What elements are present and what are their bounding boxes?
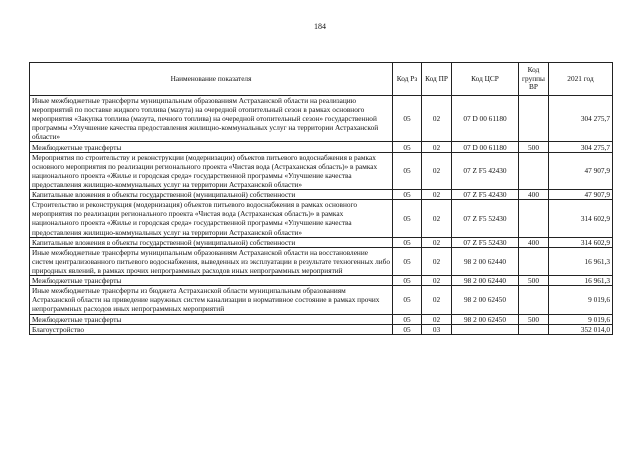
table-header-row bbox=[30, 63, 613, 96]
row-name: Строительство и реконструкция (модернизация) объектов питьевого водоснабжения в рамках основного мероприятия по реализации регионального проекта «Чистая вода (Астраханская область)» в рамках национального проекта «Жилье и городская среда» государственной программы «Улучшение качества предоставления жилищно-коммунальных услуг на территории Астраханской области» bbox=[30, 200, 393, 237]
row-csr: 98 2 00 62450 bbox=[452, 314, 519, 324]
table-row bbox=[30, 237, 613, 247]
row-csr: 98 2 00 62440 bbox=[452, 276, 519, 286]
row-name: Благоустройство bbox=[30, 324, 393, 334]
row-csr bbox=[452, 324, 519, 334]
row-rz: 05 bbox=[393, 247, 422, 275]
row-amount: 314 602,9 bbox=[549, 200, 613, 237]
row-rz: 05 bbox=[393, 314, 422, 324]
row-rz: 05 bbox=[393, 96, 422, 142]
row-name: Иные межбюджетные трансферты муниципальным образованиям Астраханской области на реализацию мероприятий по поставке жидкого топлива (мазута) на очередной отопительный сезон в рамках основного мероприятия «Закупка топлива (мазута, печного топлива) на очередной отопительный сезон» государственной программы «Улучшение качества предоставления жилищно-коммунальных услуг на территории Астраханской области» bbox=[30, 96, 393, 142]
row-name: Иные межбюджетные трансферты из бюджета Астраханской области муниципальным образованиям Астраханской области на приведение наружных систем канализации в нормативное состояние в рамках прочих непрограммных расходов иных непрограммных мероприятий bbox=[30, 286, 393, 314]
row-name: Иные межбюджетные трансферты муниципальным образованиям Астраханской области на восстановление систем централизованного питьевого водоснабжения, выведенных из эксплуатации в результате техногенных либо природных явлений, в рамках прочих непрограммных расходов иных непрограммных мероприятий bbox=[30, 247, 393, 275]
row-pr: 02 bbox=[422, 247, 452, 275]
row-amount: 314 602,9 bbox=[549, 237, 613, 247]
table-row bbox=[30, 276, 613, 286]
row-name: Мероприятия по строительству и реконструкции (модернизации) объектов питьевого водоснабжения в рамках основного мероприятия по реализации регионального проекта «Чистая вода (Астраханская область)» в рамках национального проекта «Жилье и городская среда» государственной программы «Улучшение качества предоставления жилищно-коммунальных услуг на территории Астраханской области» bbox=[30, 152, 393, 189]
table-row bbox=[30, 142, 613, 152]
header-pr: Код ПР bbox=[422, 63, 452, 96]
row-rz: 05 bbox=[393, 190, 422, 200]
header-name: Наименование показателя bbox=[30, 63, 393, 96]
table-row bbox=[30, 314, 613, 324]
row-pr: 02 bbox=[422, 237, 452, 247]
row-pr: 02 bbox=[422, 152, 452, 189]
row-rz: 05 bbox=[393, 276, 422, 286]
row-pr: 02 bbox=[422, 276, 452, 286]
table-row bbox=[30, 152, 613, 189]
row-vr bbox=[519, 96, 549, 142]
row-rz: 05 bbox=[393, 200, 422, 237]
row-amount: 304 275,7 bbox=[549, 142, 613, 152]
row-vr bbox=[519, 200, 549, 237]
row-amount: 16 961,3 bbox=[549, 276, 613, 286]
header-rz: Код Рз bbox=[393, 63, 422, 96]
row-name: Капитальные вложения в объекты государственной (муниципальной) собственности bbox=[30, 190, 393, 200]
row-vr bbox=[519, 247, 549, 275]
row-pr: 02 bbox=[422, 200, 452, 237]
row-vr: 500 bbox=[519, 276, 549, 286]
page-number: 184 bbox=[314, 22, 326, 31]
budget-table bbox=[29, 62, 613, 335]
row-csr: 98 2 00 62450 bbox=[452, 286, 519, 314]
header-year: 2021 год bbox=[549, 63, 613, 96]
row-csr: 07 Z F5 52430 bbox=[452, 200, 519, 237]
row-rz: 05 bbox=[393, 286, 422, 314]
header-vr: Код группы ВР bbox=[519, 63, 549, 96]
table-row bbox=[30, 286, 613, 314]
table-row bbox=[30, 200, 613, 237]
table-row bbox=[30, 96, 613, 142]
row-pr: 02 bbox=[422, 190, 452, 200]
row-csr: 98 2 00 62440 bbox=[452, 247, 519, 275]
row-name: Межбюджетные трансферты bbox=[30, 276, 393, 286]
row-amount: 9 019,6 bbox=[549, 314, 613, 324]
row-amount: 352 014,0 bbox=[549, 324, 613, 334]
table-row bbox=[30, 324, 613, 334]
row-vr: 400 bbox=[519, 237, 549, 247]
row-pr: 02 bbox=[422, 96, 452, 142]
row-vr: 400 bbox=[519, 190, 549, 200]
row-pr: 03 bbox=[422, 324, 452, 334]
row-pr: 02 bbox=[422, 142, 452, 152]
row-csr: 07 D 00 61180 bbox=[452, 142, 519, 152]
row-rz: 05 bbox=[393, 152, 422, 189]
row-pr: 02 bbox=[422, 314, 452, 324]
row-amount: 304 275,7 bbox=[549, 96, 613, 142]
row-vr: 500 bbox=[519, 314, 549, 324]
row-name: Межбюджетные трансферты bbox=[30, 314, 393, 324]
table-row bbox=[30, 190, 613, 200]
row-amount: 9 019,6 bbox=[549, 286, 613, 314]
row-vr bbox=[519, 152, 549, 189]
row-vr bbox=[519, 286, 549, 314]
row-vr bbox=[519, 324, 549, 334]
row-csr: 07 Z F5 42430 bbox=[452, 190, 519, 200]
row-rz: 05 bbox=[393, 237, 422, 247]
row-name: Капитальные вложения в объекты государственной (муниципальной) собственности bbox=[30, 237, 393, 247]
row-amount: 47 907,9 bbox=[549, 152, 613, 189]
row-rz: 05 bbox=[393, 324, 422, 334]
row-csr: 07 Z F5 52430 bbox=[452, 237, 519, 247]
row-csr: 07 D 00 61180 bbox=[452, 96, 519, 142]
row-csr: 07 Z F5 42430 bbox=[452, 152, 519, 189]
row-vr: 500 bbox=[519, 142, 549, 152]
header-csr: Код ЦСР bbox=[452, 63, 519, 96]
row-amount: 47 907,9 bbox=[549, 190, 613, 200]
row-amount: 16 961,3 bbox=[549, 247, 613, 275]
row-name: Межбюджетные трансферты bbox=[30, 142, 393, 152]
row-rz: 05 bbox=[393, 142, 422, 152]
table-row bbox=[30, 247, 613, 275]
row-pr: 02 bbox=[422, 286, 452, 314]
